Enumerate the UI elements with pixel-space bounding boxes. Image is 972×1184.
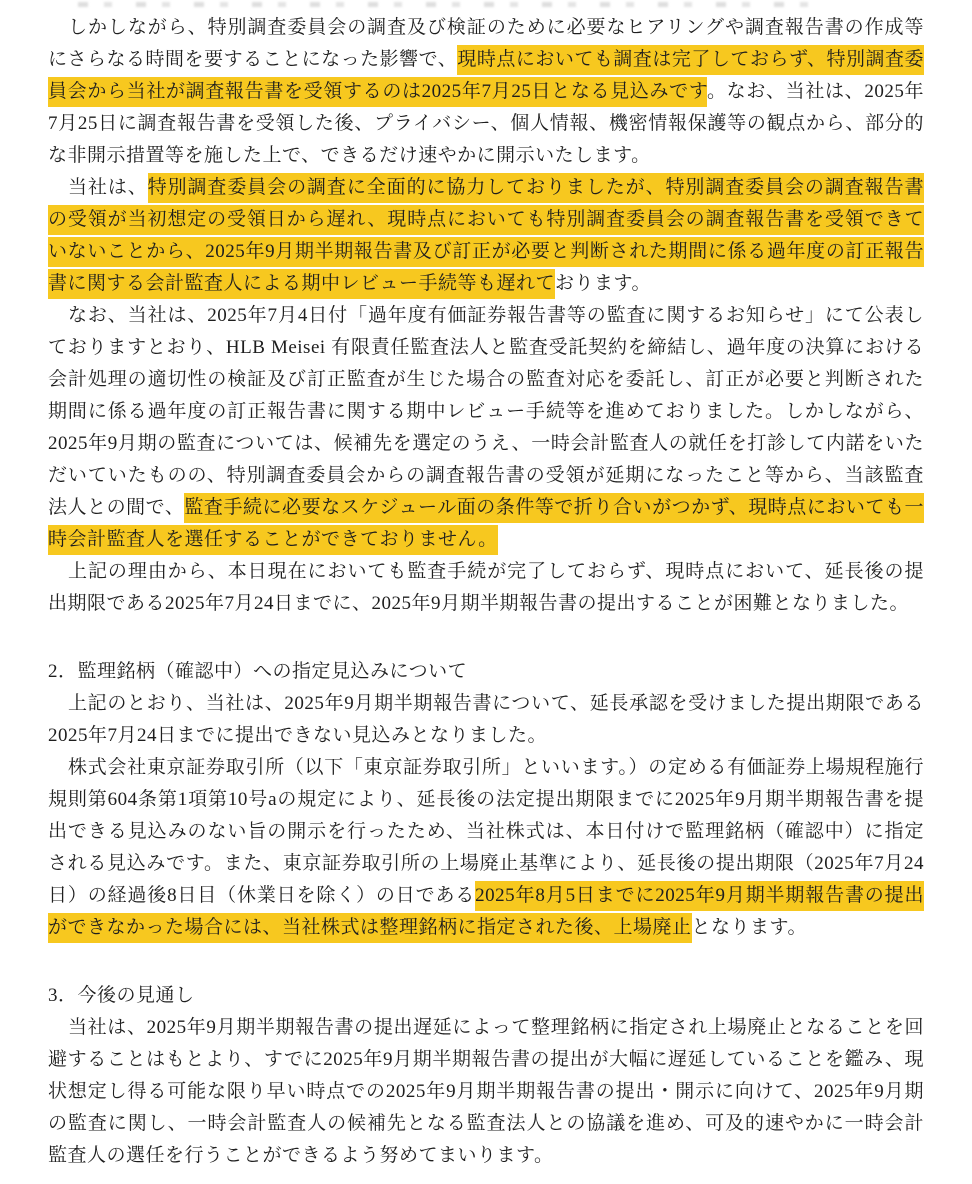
- paragraph-text: おります。: [555, 273, 651, 294]
- paragraph: [48, 1012, 924, 1172]
- section-heading: 2．監理銘柄（確認中）への指定見込みについて: [48, 661, 468, 682]
- highlighted-text: 監査手続に必要なスケジュール面の条件等で折り合いがつかず、現時点においても一時会計監査人を選任することができておりません。: [48, 493, 924, 555]
- section-heading: 3．今後の見通し: [48, 985, 195, 1006]
- paragraph-text: 上記の理由から、本日現在においても監査手続が完了しておらず、現時点において、延長後の提出期限である2025年7月24日までに、2025年9月期半期報告書の提出することが困難となりました。: [48, 561, 924, 614]
- paragraph-text: 。なお、当社は、2025年7月25日に調査報告書を受領した後、プライバシー、個人情報、機密情報保護等の観点から、部分的な非開示措置等を施した上で、できるだけ速やかに開示いたします。: [48, 81, 924, 166]
- paragraph-text: しかしながら、特別調査委員会の調査及び検証のために必要なヒアリングや調査報告書の作成等にさらなる時間を要することになった影響で、: [48, 17, 924, 70]
- paragraph-text: となります。: [691, 917, 807, 938]
- paragraph-text: 上記のとおり、当社は、2025年9月期半期報告書について、延長承認を受けました提出期限である2025年7月24日までに提出できない見込みとなりました。: [48, 693, 924, 746]
- paragraph: [48, 172, 924, 300]
- highlighted-text: 2025年8月5日までに2025年9月期半期報告書の提出ができなかった場合には、当社株式は整理銘柄に指定された後、上場廃止: [48, 881, 924, 943]
- document-body: [0, 12, 972, 1172]
- highlighted-text: 現時点においても調査は完了しておらず、特別調査委員会から当社が調査報告書を受領するのは2025年7月25日となる見込みです: [48, 45, 924, 107]
- paragraph: [48, 688, 924, 752]
- highlighted-text: 特別調査委員会の調査に全面的に協力しておりましたが、特別調査委員会の調査報告書の受領が当初想定の受領日から遅れ、現時点においても特別調査委員会の調査報告書を受領できていないことから、2025年9月期半期報告書及び訂正が必要と判断された期間に係る過年度の訂正報告書に関する会計監査人による期中レビュー手続等も遅れて: [48, 173, 924, 299]
- paragraph-text: 当社は、: [68, 177, 148, 198]
- paragraph-text: 当社は、2025年9月期半期報告書の提出遅延によって整理銘柄に指定され上場廃止となることを回避することはもとより、すでに2025年9月期半期報告書の提出が大幅に遅延していることを鑑み、現状想定し得る可能な限り早い時点での2025年9月期半期報告書の提出・開示に向けて、2025年9月期の監査に関し、一時会計監査人の候補先となる監査法人との協議を進め、可及的速やかに一時会計監査人の選任を行うことができるよう努めてまいります。: [48, 1017, 924, 1166]
- paragraph: [48, 752, 924, 944]
- paragraph: [48, 300, 924, 556]
- paragraph: [48, 556, 924, 620]
- paragraph-text: なお、当社は、2025年7月4日付「過年度有価証券報告書等の監査に関するお知らせ」にて公表しておりますとおり、HLB Meisei 有限責任監査法人と監査受託契約を締結し、過年度の決算における会計処理の適切性の検証及び訂正監査が生じた場合の監査対応を委託し、訂正が必要と判断された期間に係る過年度の訂正報告書に関する期中レビュー手続等を進めておりました。しかしながら、2025年9月期の監査については、候補先を選定のうえ、一時会計監査人の就任を打診して内諾をいただいていたものの、特別調査委員会からの調査報告書の受領が延期になったこと等から、当該監査法人との間で、: [48, 305, 924, 518]
- paragraph-text: 株式会社東京証券取引所（以下「東京証券取引所」といいます。）の定める有価証券上場規程施行規則第604条第1項第10号aの規定により、延長後の法定提出期限までに2025年9月期半期報告書を提出できる見込みのない旨の開示を行ったため、当社株式は、本日付けで監理銘柄（確認中）に指定される見込みです。また、東京証券取引所の上場廃止基準により、延長後の提出期限（2025年7月24日）の経過後8日目（休業日を除く）の日である: [48, 757, 924, 906]
- clipped-previous-line-fragment: [78, 2, 818, 7]
- paragraph: [48, 12, 924, 172]
